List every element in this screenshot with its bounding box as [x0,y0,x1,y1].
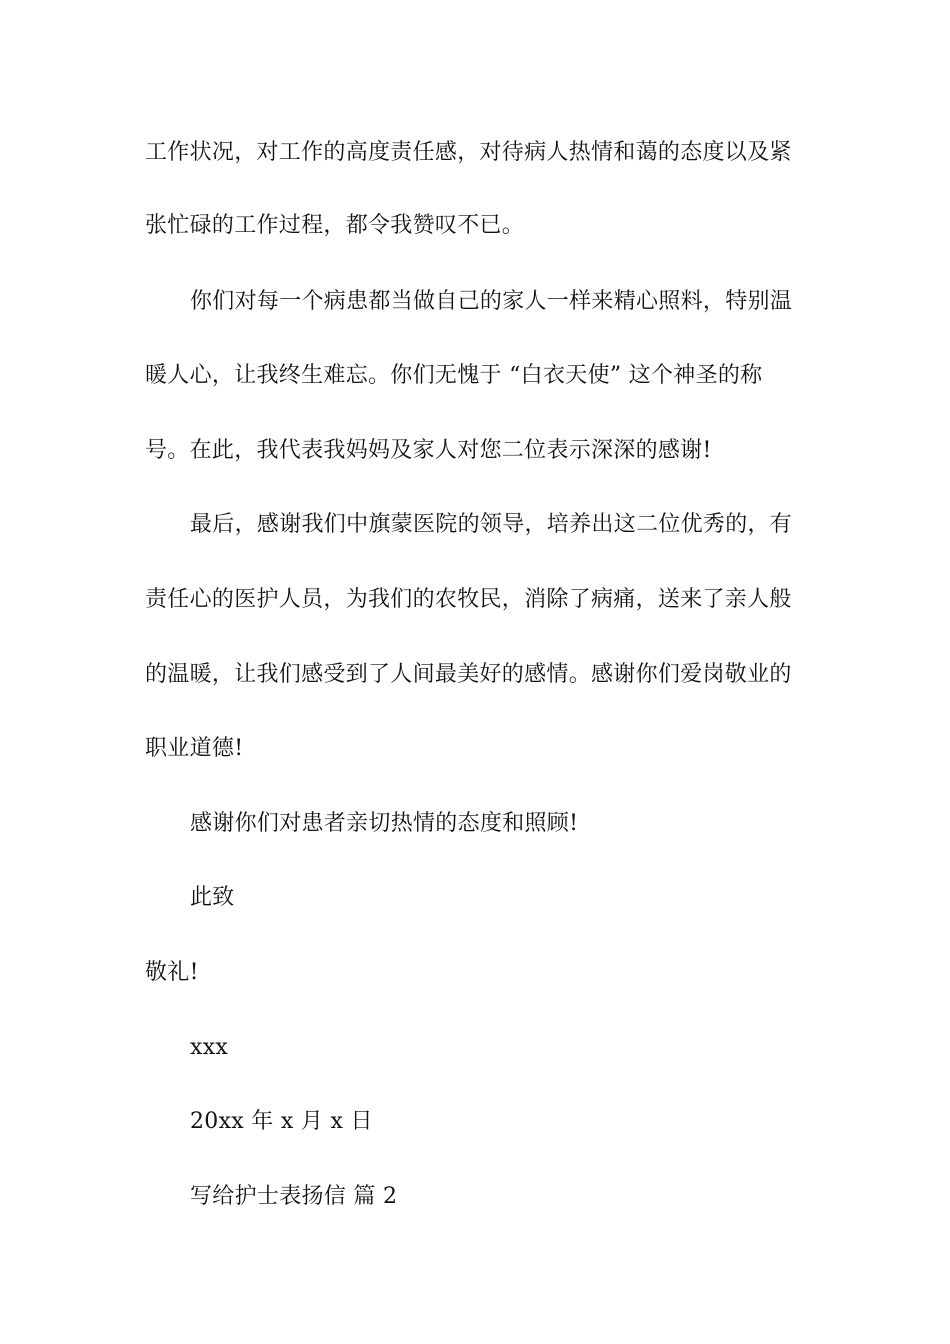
paragraph-line: 最后，感谢我们中旗蒙医院的领导，培养出这二位优秀的，有 [190,512,793,537]
paragraph-line: 感谢你们对患者亲切热情的态度和照顾! [190,811,579,836]
paragraph-line: 职业道德! [145,736,244,761]
signature-name: xxx [190,1035,229,1060]
closing-respect: 敬礼! [145,960,199,985]
paragraph-line: 暖人心，让我终生难忘。你们无愧于 “白衣天使” 这个神圣的称 [145,363,763,388]
paragraph-line: 号。在此，我代表我妈妈及家人对您二位表示深深的感谢! [145,438,712,463]
paragraph-line: 责任心的医护人员，为我们的农牧民，消除了病痛，送来了亲人般 [145,587,792,612]
paragraph-line: 你们对每一个病患都当做自己的家人一样来精心照料，特别温 [190,289,793,314]
section-heading: 写给护士表扬信 篇 2 [190,1184,398,1209]
paragraph-line: 的温暖，让我们感受到了人间最美好的感情。感谢你们爱岗敬业的 [145,662,792,687]
paragraph-line: 工作状况，对工作的高度责任感，对待病人热情和蔼的态度以及紧 [145,140,792,165]
signature-date: 20xx 年 x 月 x 日 [190,1109,373,1134]
paragraph-line: 张忙碌的工作过程，都令我赞叹不已。 [145,213,525,238]
closing-salutation: 此致 [190,885,235,910]
